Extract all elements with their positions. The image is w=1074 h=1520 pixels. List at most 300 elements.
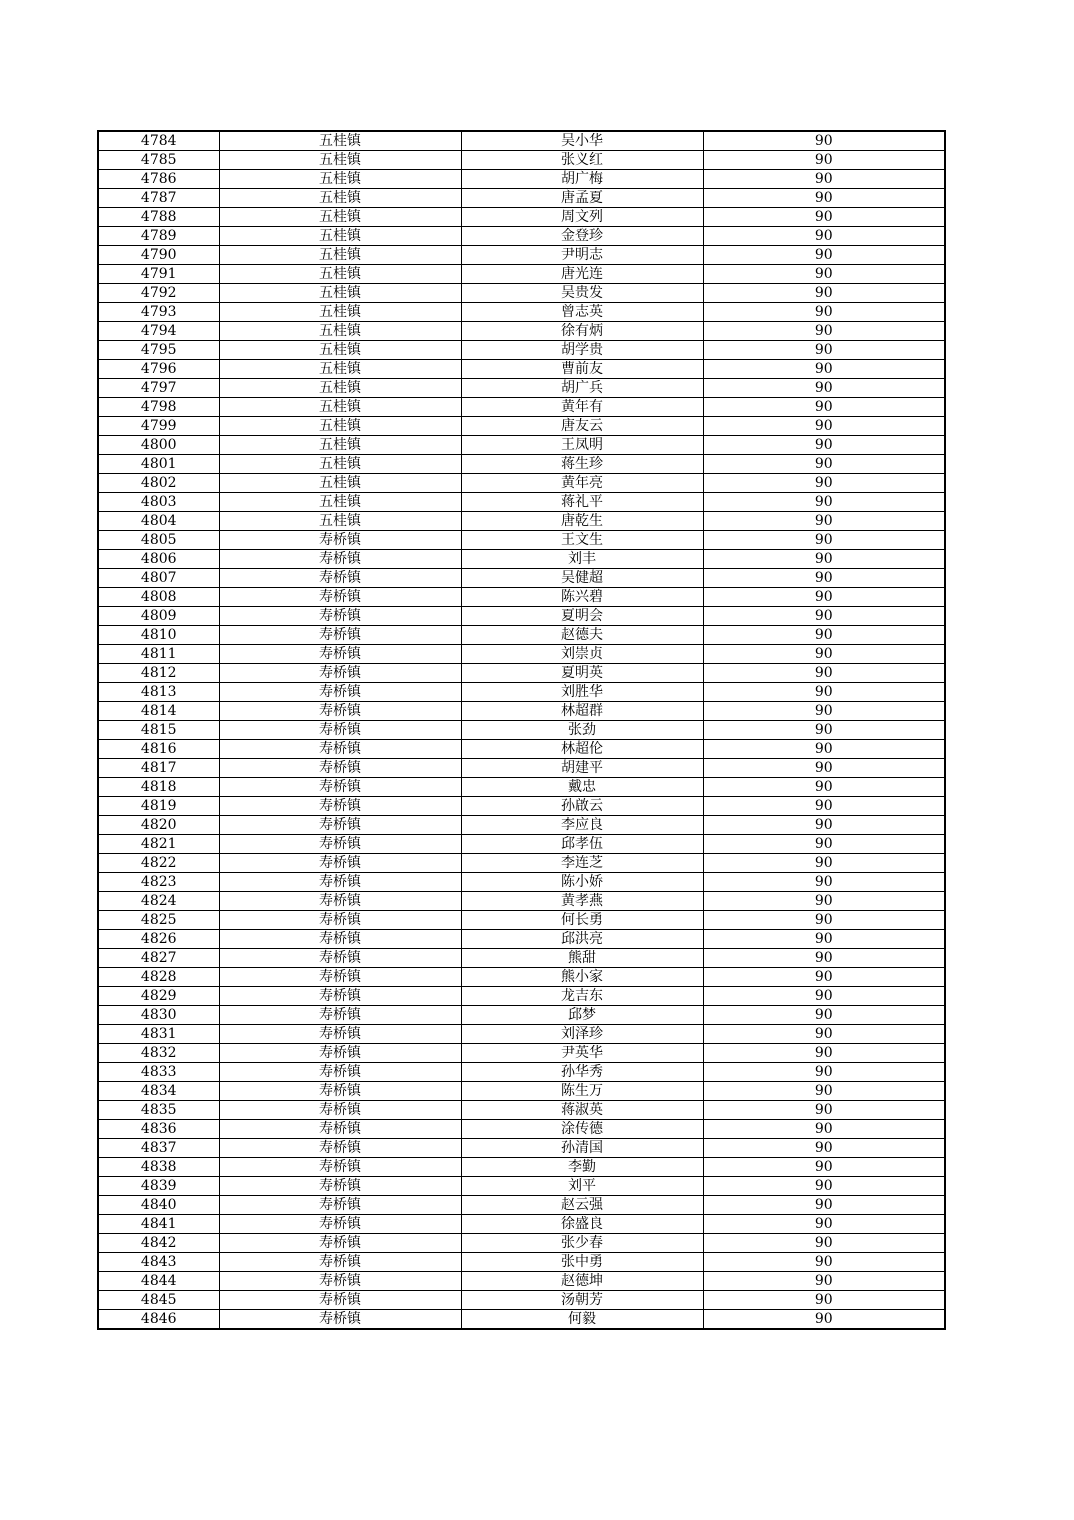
name-cell: 林超伦 (461, 740, 703, 759)
table-row (98, 930, 945, 949)
score-cell: 90 (703, 455, 945, 474)
table-row (98, 398, 945, 417)
town-cell: 寿桥镇 (219, 702, 461, 721)
name-cell: 林超群 (461, 702, 703, 721)
table-row (98, 1215, 945, 1234)
town-cell: 寿桥镇 (219, 1310, 461, 1330)
town-cell: 寿桥镇 (219, 1253, 461, 1272)
data-table (97, 130, 946, 1330)
score-cell: 90 (703, 778, 945, 797)
town-cell: 寿桥镇 (219, 873, 461, 892)
row-number-cell: 4818 (98, 778, 219, 797)
town-cell: 寿桥镇 (219, 1025, 461, 1044)
table-row (98, 740, 945, 759)
name-cell: 尹英华 (461, 1044, 703, 1063)
name-cell: 张劲 (461, 721, 703, 740)
score-cell: 90 (703, 208, 945, 227)
town-cell: 寿桥镇 (219, 531, 461, 550)
table-row (98, 607, 945, 626)
table-row (98, 474, 945, 493)
name-cell: 夏明英 (461, 664, 703, 683)
score-cell: 90 (703, 1215, 945, 1234)
name-cell: 李连芝 (461, 854, 703, 873)
table-row (98, 436, 945, 455)
town-cell: 五桂镇 (219, 284, 461, 303)
name-cell: 李勤 (461, 1158, 703, 1177)
table-row (98, 322, 945, 341)
score-cell: 90 (703, 436, 945, 455)
score-cell: 90 (703, 911, 945, 930)
score-cell: 90 (703, 702, 945, 721)
score-cell: 90 (703, 131, 945, 151)
score-cell: 90 (703, 1139, 945, 1158)
row-number-cell: 4816 (98, 740, 219, 759)
table-row (98, 151, 945, 170)
row-number-cell: 4834 (98, 1082, 219, 1101)
score-cell: 90 (703, 1291, 945, 1310)
name-cell: 张义红 (461, 151, 703, 170)
name-cell: 吴小华 (461, 131, 703, 151)
town-cell: 寿桥镇 (219, 797, 461, 816)
row-number-cell: 4800 (98, 436, 219, 455)
score-cell: 90 (703, 835, 945, 854)
row-number-cell: 4841 (98, 1215, 219, 1234)
row-number-cell: 4833 (98, 1063, 219, 1082)
name-cell: 李应良 (461, 816, 703, 835)
name-cell: 邱孝伍 (461, 835, 703, 854)
table-row (98, 303, 945, 322)
table-row (98, 455, 945, 474)
town-cell: 五桂镇 (219, 151, 461, 170)
row-number-cell: 4811 (98, 645, 219, 664)
row-number-cell: 4799 (98, 417, 219, 436)
score-cell: 90 (703, 1101, 945, 1120)
table-row (98, 189, 945, 208)
table-row (98, 131, 945, 151)
score-cell: 90 (703, 265, 945, 284)
table-row (98, 911, 945, 930)
score-cell: 90 (703, 683, 945, 702)
score-cell: 90 (703, 1025, 945, 1044)
table-row (98, 1082, 945, 1101)
score-cell: 90 (703, 968, 945, 987)
name-cell: 吴健超 (461, 569, 703, 588)
score-cell: 90 (703, 569, 945, 588)
row-number-cell: 4830 (98, 1006, 219, 1025)
score-cell: 90 (703, 493, 945, 512)
town-cell: 寿桥镇 (219, 740, 461, 759)
row-number-cell: 4798 (98, 398, 219, 417)
score-cell: 90 (703, 512, 945, 531)
row-number-cell: 4807 (98, 569, 219, 588)
town-cell: 寿桥镇 (219, 1120, 461, 1139)
row-number-cell: 4784 (98, 131, 219, 151)
name-cell: 曹前友 (461, 360, 703, 379)
town-cell: 寿桥镇 (219, 607, 461, 626)
table-row (98, 1196, 945, 1215)
table-row (98, 968, 945, 987)
name-cell: 蒋淑英 (461, 1101, 703, 1120)
table-row (98, 626, 945, 645)
town-cell: 五桂镇 (219, 474, 461, 493)
table-row (98, 987, 945, 1006)
town-cell: 五桂镇 (219, 227, 461, 246)
name-cell: 龙吉东 (461, 987, 703, 1006)
name-cell: 夏明会 (461, 607, 703, 626)
table-row (98, 1044, 945, 1063)
row-number-cell: 4823 (98, 873, 219, 892)
town-cell: 寿桥镇 (219, 569, 461, 588)
town-cell: 寿桥镇 (219, 854, 461, 873)
table-row (98, 683, 945, 702)
town-cell: 寿桥镇 (219, 550, 461, 569)
town-cell: 寿桥镇 (219, 1101, 461, 1120)
name-cell: 蒋生珍 (461, 455, 703, 474)
score-cell: 90 (703, 626, 945, 645)
town-cell: 五桂镇 (219, 303, 461, 322)
town-cell: 寿桥镇 (219, 664, 461, 683)
town-cell: 寿桥镇 (219, 1082, 461, 1101)
town-cell: 寿桥镇 (219, 1044, 461, 1063)
name-cell: 张少春 (461, 1234, 703, 1253)
town-cell: 寿桥镇 (219, 892, 461, 911)
row-number-cell: 4812 (98, 664, 219, 683)
table-row (98, 588, 945, 607)
name-cell: 黄年有 (461, 398, 703, 417)
town-cell: 五桂镇 (219, 341, 461, 360)
table-row (98, 873, 945, 892)
table-row (98, 854, 945, 873)
row-number-cell: 4844 (98, 1272, 219, 1291)
name-cell: 孙啟云 (461, 797, 703, 816)
table-row (98, 1310, 945, 1330)
town-cell: 五桂镇 (219, 246, 461, 265)
table-row (98, 1158, 945, 1177)
score-cell: 90 (703, 1006, 945, 1025)
row-number-cell: 4821 (98, 835, 219, 854)
town-cell: 五桂镇 (219, 512, 461, 531)
name-cell: 邱梦 (461, 1006, 703, 1025)
score-cell: 90 (703, 170, 945, 189)
row-number-cell: 4831 (98, 1025, 219, 1044)
score-cell: 90 (703, 1253, 945, 1272)
row-number-cell: 4838 (98, 1158, 219, 1177)
name-cell: 刘崇贞 (461, 645, 703, 664)
table-row (98, 1101, 945, 1120)
row-number-cell: 4785 (98, 151, 219, 170)
name-cell: 汤朝芳 (461, 1291, 703, 1310)
table-row (98, 284, 945, 303)
score-cell: 90 (703, 1063, 945, 1082)
row-number-cell: 4809 (98, 607, 219, 626)
score-cell: 90 (703, 854, 945, 873)
table-row (98, 227, 945, 246)
row-number-cell: 4794 (98, 322, 219, 341)
row-number-cell: 4795 (98, 341, 219, 360)
table-row (98, 645, 945, 664)
name-cell: 尹明志 (461, 246, 703, 265)
score-cell: 90 (703, 759, 945, 778)
table-row (98, 550, 945, 569)
town-cell: 寿桥镇 (219, 778, 461, 797)
row-number-cell: 4803 (98, 493, 219, 512)
name-cell: 张中勇 (461, 1253, 703, 1272)
score-cell: 90 (703, 531, 945, 550)
name-cell: 黄年亮 (461, 474, 703, 493)
score-cell: 90 (703, 1044, 945, 1063)
row-number-cell: 4806 (98, 550, 219, 569)
town-cell: 寿桥镇 (219, 911, 461, 930)
table-row (98, 1139, 945, 1158)
town-cell: 五桂镇 (219, 322, 461, 341)
name-cell: 邱洪亮 (461, 930, 703, 949)
row-number-cell: 4813 (98, 683, 219, 702)
row-number-cell: 4789 (98, 227, 219, 246)
score-cell: 90 (703, 284, 945, 303)
name-cell: 曾志英 (461, 303, 703, 322)
row-number-cell: 4836 (98, 1120, 219, 1139)
score-cell: 90 (703, 1177, 945, 1196)
row-number-cell: 4825 (98, 911, 219, 930)
name-cell: 刘丰 (461, 550, 703, 569)
row-number-cell: 4822 (98, 854, 219, 873)
table-row (98, 721, 945, 740)
score-cell: 90 (703, 379, 945, 398)
town-cell: 寿桥镇 (219, 816, 461, 835)
score-cell: 90 (703, 930, 945, 949)
row-number-cell: 4826 (98, 930, 219, 949)
name-cell: 孙华秀 (461, 1063, 703, 1082)
score-cell: 90 (703, 645, 945, 664)
score-cell: 90 (703, 873, 945, 892)
score-cell: 90 (703, 987, 945, 1006)
name-cell: 唐光连 (461, 265, 703, 284)
table-row (98, 1120, 945, 1139)
table-row (98, 816, 945, 835)
table-row (98, 1063, 945, 1082)
score-cell: 90 (703, 797, 945, 816)
name-cell: 孙清国 (461, 1139, 703, 1158)
town-cell: 五桂镇 (219, 398, 461, 417)
row-number-cell: 4820 (98, 816, 219, 835)
row-number-cell: 4846 (98, 1310, 219, 1330)
table-row (98, 797, 945, 816)
score-cell: 90 (703, 398, 945, 417)
town-cell: 寿桥镇 (219, 1215, 461, 1234)
name-cell: 徐盛良 (461, 1215, 703, 1234)
town-cell: 五桂镇 (219, 436, 461, 455)
town-cell: 寿桥镇 (219, 1234, 461, 1253)
name-cell: 徐有炳 (461, 322, 703, 341)
name-cell: 涂传德 (461, 1120, 703, 1139)
town-cell: 寿桥镇 (219, 721, 461, 740)
town-cell: 寿桥镇 (219, 1272, 461, 1291)
town-cell: 寿桥镇 (219, 1196, 461, 1215)
table-row (98, 1234, 945, 1253)
town-cell: 寿桥镇 (219, 835, 461, 854)
town-cell: 寿桥镇 (219, 1006, 461, 1025)
score-cell: 90 (703, 550, 945, 569)
name-cell: 赵德坤 (461, 1272, 703, 1291)
row-number-cell: 4791 (98, 265, 219, 284)
row-number-cell: 4828 (98, 968, 219, 987)
name-cell: 胡广兵 (461, 379, 703, 398)
row-number-cell: 4788 (98, 208, 219, 227)
table-row (98, 1006, 945, 1025)
row-number-cell: 4819 (98, 797, 219, 816)
name-cell: 唐友云 (461, 417, 703, 436)
table-row (98, 265, 945, 284)
table-row (98, 208, 945, 227)
score-cell: 90 (703, 1234, 945, 1253)
row-number-cell: 4796 (98, 360, 219, 379)
town-cell: 寿桥镇 (219, 949, 461, 968)
table-row (98, 341, 945, 360)
name-cell: 吴贵发 (461, 284, 703, 303)
town-cell: 五桂镇 (219, 131, 461, 151)
table-row (98, 1272, 945, 1291)
row-number-cell: 4810 (98, 626, 219, 645)
table-row (98, 531, 945, 550)
town-cell: 五桂镇 (219, 417, 461, 436)
town-cell: 寿桥镇 (219, 588, 461, 607)
name-cell: 唐乾生 (461, 512, 703, 531)
name-cell: 熊甜 (461, 949, 703, 968)
town-cell: 寿桥镇 (219, 1177, 461, 1196)
score-cell: 90 (703, 1120, 945, 1139)
table-row (98, 170, 945, 189)
town-cell: 五桂镇 (219, 455, 461, 474)
name-cell: 陈兴碧 (461, 588, 703, 607)
table-row (98, 759, 945, 778)
town-cell: 五桂镇 (219, 265, 461, 284)
row-number-cell: 4827 (98, 949, 219, 968)
name-cell: 赵云强 (461, 1196, 703, 1215)
row-number-cell: 4824 (98, 892, 219, 911)
name-cell: 陈生万 (461, 1082, 703, 1101)
row-number-cell: 4837 (98, 1139, 219, 1158)
town-cell: 五桂镇 (219, 493, 461, 512)
name-cell: 熊小家 (461, 968, 703, 987)
row-number-cell: 4793 (98, 303, 219, 322)
table-row (98, 778, 945, 797)
score-cell: 90 (703, 664, 945, 683)
town-cell: 寿桥镇 (219, 645, 461, 664)
name-cell: 胡学贵 (461, 341, 703, 360)
score-cell: 90 (703, 303, 945, 322)
row-number-cell: 4832 (98, 1044, 219, 1063)
table-row (98, 360, 945, 379)
name-cell: 何长勇 (461, 911, 703, 930)
name-cell: 刘胜华 (461, 683, 703, 702)
town-cell: 五桂镇 (219, 379, 461, 398)
score-cell: 90 (703, 474, 945, 493)
score-cell: 90 (703, 1272, 945, 1291)
town-cell: 寿桥镇 (219, 1158, 461, 1177)
name-cell: 陈小娇 (461, 873, 703, 892)
score-cell: 90 (703, 816, 945, 835)
row-number-cell: 4801 (98, 455, 219, 474)
score-cell: 90 (703, 1082, 945, 1101)
score-cell: 90 (703, 227, 945, 246)
name-cell: 何毅 (461, 1310, 703, 1330)
name-cell: 胡建平 (461, 759, 703, 778)
score-cell: 90 (703, 1158, 945, 1177)
row-number-cell: 4814 (98, 702, 219, 721)
table-row (98, 1253, 945, 1272)
name-cell: 黄孝燕 (461, 892, 703, 911)
table-row (98, 379, 945, 398)
town-cell: 五桂镇 (219, 208, 461, 227)
town-cell: 寿桥镇 (219, 683, 461, 702)
table-row (98, 702, 945, 721)
table-row (98, 1291, 945, 1310)
table-body (98, 131, 945, 1329)
row-number-cell: 4797 (98, 379, 219, 398)
table-row (98, 664, 945, 683)
score-cell: 90 (703, 246, 945, 265)
town-cell: 寿桥镇 (219, 1063, 461, 1082)
row-number-cell: 4802 (98, 474, 219, 493)
row-number-cell: 4829 (98, 987, 219, 1006)
table-row (98, 1025, 945, 1044)
table-row (98, 569, 945, 588)
row-number-cell: 4787 (98, 189, 219, 208)
score-cell: 90 (703, 417, 945, 436)
table-row (98, 493, 945, 512)
score-cell: 90 (703, 607, 945, 626)
row-number-cell: 4790 (98, 246, 219, 265)
score-cell: 90 (703, 588, 945, 607)
row-number-cell: 4804 (98, 512, 219, 531)
table-row (98, 1177, 945, 1196)
score-cell: 90 (703, 721, 945, 740)
table-row (98, 949, 945, 968)
town-cell: 寿桥镇 (219, 968, 461, 987)
row-number-cell: 4840 (98, 1196, 219, 1215)
score-cell: 90 (703, 322, 945, 341)
name-cell: 刘平 (461, 1177, 703, 1196)
score-cell: 90 (703, 740, 945, 759)
row-number-cell: 4786 (98, 170, 219, 189)
name-cell: 周文列 (461, 208, 703, 227)
score-cell: 90 (703, 892, 945, 911)
town-cell: 五桂镇 (219, 189, 461, 208)
town-cell: 寿桥镇 (219, 1291, 461, 1310)
row-number-cell: 4815 (98, 721, 219, 740)
town-cell: 寿桥镇 (219, 930, 461, 949)
name-cell: 赵德夫 (461, 626, 703, 645)
name-cell: 胡广梅 (461, 170, 703, 189)
town-cell: 五桂镇 (219, 170, 461, 189)
table-row (98, 835, 945, 854)
row-number-cell: 4842 (98, 1234, 219, 1253)
town-cell: 寿桥镇 (219, 987, 461, 1006)
row-number-cell: 4805 (98, 531, 219, 550)
town-cell: 五桂镇 (219, 360, 461, 379)
table-row (98, 246, 945, 265)
score-cell: 90 (703, 341, 945, 360)
score-cell: 90 (703, 360, 945, 379)
row-number-cell: 4817 (98, 759, 219, 778)
name-cell: 王凤明 (461, 436, 703, 455)
table-row (98, 512, 945, 531)
name-cell: 刘泽珍 (461, 1025, 703, 1044)
town-cell: 寿桥镇 (219, 1139, 461, 1158)
name-cell: 蒋礼平 (461, 493, 703, 512)
name-cell: 戴忠 (461, 778, 703, 797)
name-cell: 唐孟夏 (461, 189, 703, 208)
